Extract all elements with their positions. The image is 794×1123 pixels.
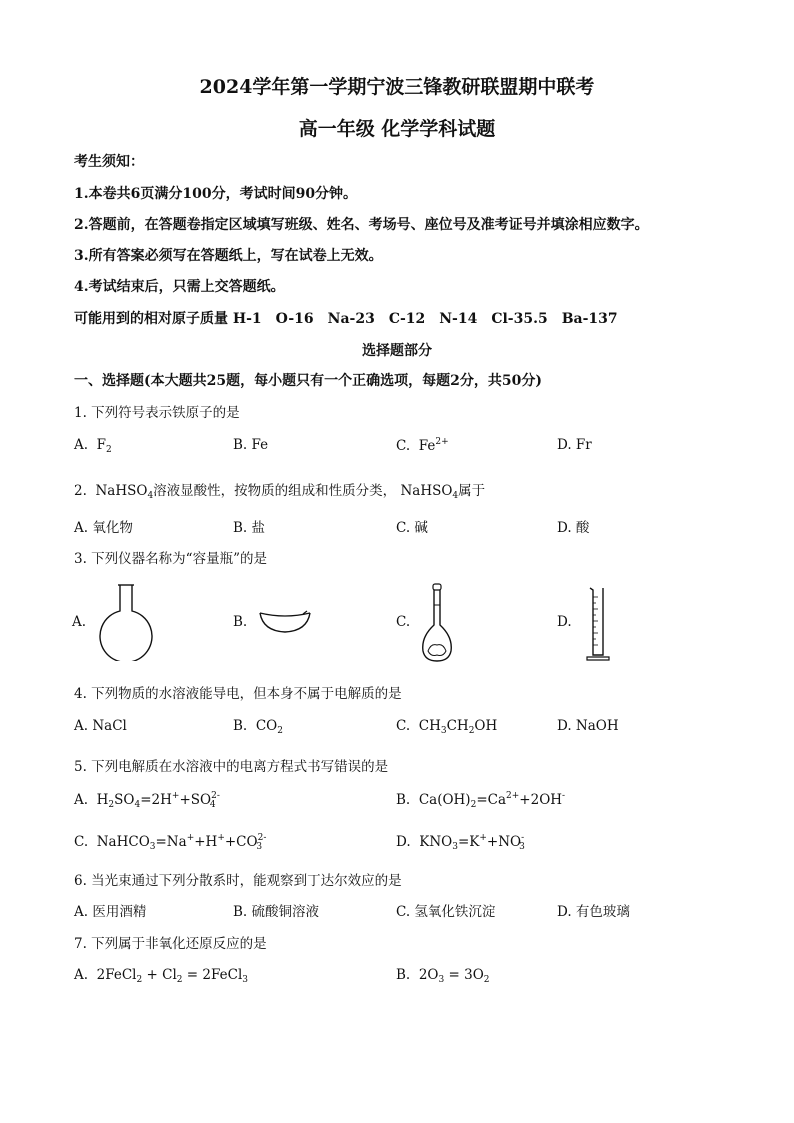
- q2-option-a: A. 氧化物: [74, 520, 133, 536]
- evaporating-dish-icon: [257, 607, 313, 635]
- notice-item-4: 4.考试结束后，只需上交答题纸。: [74, 279, 285, 295]
- q4-stem: 4. 下列物质的水溶液能导电，但本身不属于电解质的是: [74, 686, 402, 702]
- q4-option-c: C. $CH_3CH_2OH$: [396, 718, 498, 736]
- notice-item-2: 2.答题前，在答题卷指定区域填写班级、姓名、考场号、座位号及准考证号并填涂相应数字。: [74, 217, 649, 233]
- q3-option-c: C.: [396, 614, 411, 630]
- q5-option-a: A. $H_2SO_4=2H^++SO^{2-}_4$: [74, 791, 220, 810]
- q4-option-b: B. $CO_2$: [233, 718, 283, 736]
- q1-option-d: D. Fr: [557, 437, 592, 453]
- q7-option-a: A. 2FeCl$_2$ + $Cl_2$ = 2FeCl$_3$: [74, 967, 248, 985]
- q4-option-a: A. NaCl: [74, 718, 127, 734]
- round-bottom-flask-icon: [96, 583, 156, 661]
- q3-option-a: A.: [72, 614, 87, 630]
- part-title: 选择题部分: [362, 343, 432, 359]
- q6-option-d: D. 有色玻璃: [557, 904, 630, 920]
- exam-title: 2024学年第一学期宁波三锋教研联盟期中联考: [199, 76, 595, 98]
- q7-option-b: B. $2O_3 = 3O_2$: [396, 967, 490, 985]
- exam-subtitle: 高一年级 化学学科试题: [298, 118, 496, 140]
- q6-option-c: C. 氢氧化铁沉淀: [396, 904, 496, 920]
- q6-option-a: A. 医用酒精: [74, 904, 147, 920]
- atomic-masses: 可能用到的相对原子质量 H-1 O-16 Na-23 C-12 N-14 Cl-35.5 Ba-137: [74, 311, 618, 327]
- q3-stem: 3. 下列仪器名称为“容量瓶”的是: [74, 551, 267, 567]
- section-heading: 一、选择题(本大题共25题，每小题只有一个正确选项，每题2分，共50分): [74, 373, 542, 389]
- q1-option-c: C. $Fe^{2+}$: [396, 437, 449, 454]
- graduated-cylinder-icon: [583, 585, 613, 663]
- q5-option-c: C. $NaHCO_3=Na^++H^++CO^{2-}_3$: [74, 833, 267, 852]
- q2-stem: 2. NaHSO$_4$溶液显酸性，按物质的组成和性质分类， NaHSO$_4$属于: [74, 483, 486, 501]
- q4-option-d: D. NaOH: [557, 718, 619, 734]
- q1-option-a: A. $F_2$: [74, 437, 112, 455]
- q2-option-d: D. 酸: [557, 520, 590, 536]
- q2-option-b: B. 盐: [233, 520, 266, 536]
- q5-stem: 5. 下列电解质在水溶液中的电离方程式书写错误的是: [74, 759, 389, 775]
- q2-option-c: C. 碱: [396, 520, 428, 536]
- notice-item-3: 3.所有答案必须写在答题纸上，写在试卷上无效。: [74, 248, 383, 264]
- q1-option-b: B. Fe: [233, 437, 269, 453]
- notice-item-1: 1.本卷共6页满分100分，考试时间90分钟。: [74, 186, 358, 202]
- notice-heading: 考生须知：: [74, 154, 144, 170]
- q3-option-b: B.: [233, 614, 248, 630]
- q5-option-d: D. $KNO_3=K^++NO^-_3$: [396, 833, 525, 852]
- q6-option-b: B. 硫酸铜溶液: [233, 904, 320, 920]
- q3-option-d: D.: [557, 614, 572, 630]
- q7-stem: 7. 下列属于非氧化还原反应的是: [74, 936, 267, 952]
- q6-stem: 6. 当光束通过下列分散系时，能观察到丁达尔效应的是: [74, 873, 402, 889]
- q5-option-b: B. $Ca(OH)_2=Ca^{2+}+2OH^-$: [396, 791, 566, 810]
- volumetric-flask-icon: [417, 583, 457, 665]
- q1-stem: 1. 下列符号表示铁原子的是: [74, 405, 240, 421]
